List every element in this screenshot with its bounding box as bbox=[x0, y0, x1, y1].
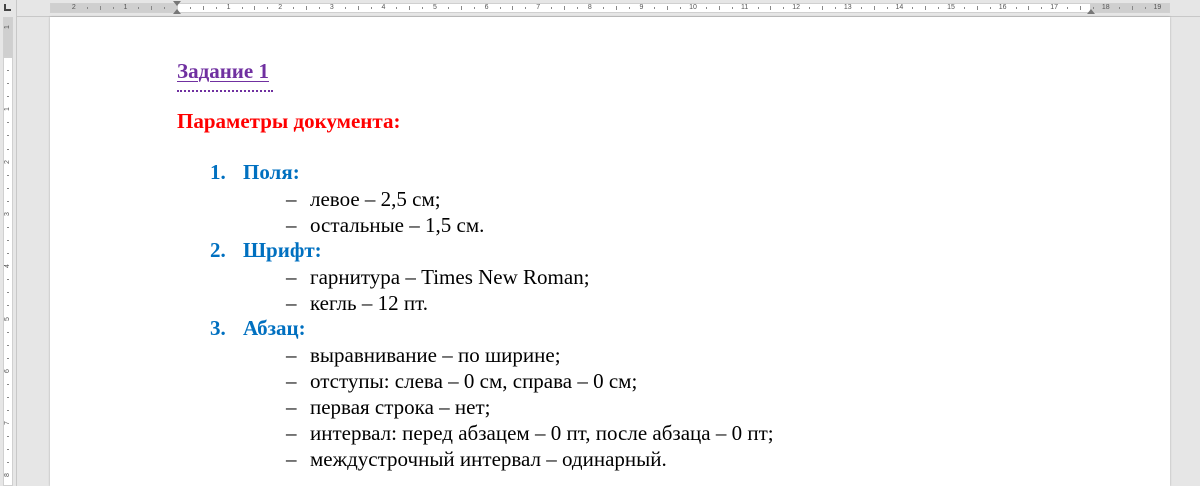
vruler-number: 4 bbox=[4, 264, 11, 269]
vruler-number: 3 bbox=[4, 211, 11, 216]
list-item-text: междустрочный интервал – одинарный. bbox=[310, 447, 667, 471]
ruler-tick bbox=[564, 6, 565, 10]
ruler-tick bbox=[319, 7, 320, 9]
section-heading-paragraph bbox=[210, 316, 306, 341]
ruler-tick bbox=[345, 7, 346, 9]
vruler-number: 6 bbox=[4, 368, 11, 373]
ruler-tick bbox=[770, 6, 771, 10]
ruler-tick bbox=[977, 6, 978, 10]
list-item-text: интервал: перед абзацем – 0 пт, после абзаца – 0 пт; bbox=[310, 421, 774, 445]
ruler-tick bbox=[164, 7, 165, 9]
ruler-tick bbox=[151, 6, 152, 10]
left-tab-icon bbox=[4, 4, 11, 11]
ruler-tick bbox=[254, 6, 255, 10]
section-number: 1. bbox=[210, 160, 226, 184]
first-line-indent-marker[interactable] bbox=[173, 1, 181, 6]
ruler-tick bbox=[358, 6, 359, 10]
ruler-number: 14 bbox=[895, 4, 904, 11]
vruler-tick bbox=[7, 122, 9, 123]
ruler-tick bbox=[512, 6, 513, 10]
ruler-tick bbox=[990, 7, 991, 9]
list-item-text: отступы: слева – 0 см, справа – 0 см; bbox=[310, 369, 638, 393]
ruler-tick bbox=[87, 7, 88, 9]
ruler-tick bbox=[1145, 7, 1146, 9]
ruler-tick bbox=[551, 7, 552, 9]
ruler-tick bbox=[371, 7, 372, 9]
vruler-tick bbox=[7, 227, 9, 228]
vruler-tick bbox=[7, 188, 9, 189]
document-title: Задание 1 bbox=[177, 59, 269, 83]
ruler-number: 19 bbox=[1153, 4, 1162, 11]
ruler-number: 2 bbox=[71, 4, 76, 11]
ruler-number: 6 bbox=[484, 4, 489, 11]
vruler-tick bbox=[7, 279, 9, 280]
ruler-tick bbox=[242, 7, 243, 9]
vruler-tick bbox=[7, 96, 9, 97]
ruler-tick bbox=[306, 6, 307, 10]
list-item-text: остальные – 1,5 см. bbox=[310, 213, 485, 237]
list-item-text: левое – 2,5 см; bbox=[310, 187, 441, 211]
ruler-tick bbox=[1016, 7, 1017, 9]
ruler-tick bbox=[964, 7, 965, 9]
ruler-number: 2 bbox=[278, 4, 283, 11]
ruler-tick bbox=[706, 7, 707, 9]
vruler-tick bbox=[7, 292, 9, 293]
ruler-tick bbox=[1041, 7, 1042, 9]
right-indent-marker[interactable] bbox=[1087, 9, 1095, 14]
document-page[interactable] bbox=[50, 17, 1170, 486]
ruler-tick bbox=[461, 6, 462, 10]
vruler-tick bbox=[7, 253, 9, 254]
ruler-number: 4 bbox=[381, 4, 386, 11]
bullet-dash: – bbox=[286, 395, 297, 419]
ruler-tick bbox=[216, 7, 217, 9]
ruler-number: 18 bbox=[1101, 4, 1110, 11]
section-heading-font bbox=[210, 238, 322, 263]
vruler-tick bbox=[7, 397, 9, 398]
list-item-text: гарнитура – Times New Roman; bbox=[310, 265, 590, 289]
vruler-tick bbox=[7, 410, 9, 411]
bullet-dash: – bbox=[286, 187, 297, 211]
bullet-dash: – bbox=[286, 447, 297, 471]
ruler-tick bbox=[629, 7, 630, 9]
ruler-tick bbox=[809, 7, 810, 9]
vruler-number: 5 bbox=[4, 316, 11, 321]
ruler-tick bbox=[1080, 6, 1081, 10]
section-title: Шрифт: bbox=[243, 238, 322, 262]
list-item-text: первая строка – нет; bbox=[310, 395, 491, 419]
bullet-dash: – bbox=[286, 343, 297, 367]
ruler-tick bbox=[1067, 7, 1068, 9]
ruler-number: 15 bbox=[947, 4, 955, 11]
ruler-tick bbox=[925, 6, 926, 10]
list-item-text: выравнивание – по ширине; bbox=[310, 343, 561, 367]
ruler-tick bbox=[938, 7, 939, 9]
ruler-tick bbox=[912, 7, 913, 9]
ruler-tick bbox=[203, 6, 204, 10]
vruler-tick bbox=[7, 135, 9, 136]
ruler-tick bbox=[667, 6, 668, 10]
section-number: 2. bbox=[210, 238, 226, 262]
ruler-tick bbox=[654, 7, 655, 9]
ruler-tick bbox=[293, 7, 294, 9]
ruler-tick bbox=[113, 7, 114, 9]
section-title: Поля: bbox=[243, 160, 300, 184]
hanging-indent-marker[interactable] bbox=[173, 9, 181, 14]
vruler-tick bbox=[7, 305, 9, 306]
ruler-tick bbox=[448, 7, 449, 9]
ruler-tick bbox=[409, 6, 410, 10]
vruler-tick bbox=[7, 240, 9, 241]
ruler-number: 13 bbox=[843, 4, 852, 11]
ruler-tick bbox=[1119, 7, 1120, 9]
ruler-tick bbox=[874, 6, 875, 10]
list-item-text: кегль – 12 пт. bbox=[310, 291, 428, 315]
ruler-tick bbox=[861, 7, 862, 9]
bullet-dash: – bbox=[286, 291, 297, 315]
ruler-tick bbox=[835, 7, 836, 9]
ruler-number: 10 bbox=[689, 4, 697, 11]
vruler-tick bbox=[7, 436, 9, 437]
vruler-number: 2 bbox=[4, 159, 11, 164]
vruler-tick bbox=[7, 332, 9, 333]
ruler-number: 12 bbox=[792, 4, 801, 11]
ruler-number: 1 bbox=[226, 4, 231, 11]
ruler-tick bbox=[267, 7, 268, 9]
ruler-tick bbox=[1028, 6, 1029, 10]
ruler-tick bbox=[474, 7, 475, 9]
section-number: 3. bbox=[210, 316, 226, 340]
ruler-tick bbox=[680, 7, 681, 9]
ruler-number: 7 bbox=[536, 4, 541, 11]
ruler-tick bbox=[100, 6, 101, 10]
vruler-tick bbox=[7, 70, 9, 71]
bullet-dash: – bbox=[286, 265, 297, 289]
ruler-tick bbox=[783, 7, 784, 9]
ruler-number: 17 bbox=[1050, 4, 1059, 11]
ruler-tick bbox=[887, 7, 888, 9]
bullet-dash: – bbox=[286, 369, 297, 393]
bullet-dash: – bbox=[286, 213, 297, 237]
ruler-number: 16 bbox=[998, 4, 1007, 11]
ruler-tick bbox=[525, 7, 526, 9]
tab-selector[interactable] bbox=[0, 0, 17, 17]
ruler-tick bbox=[190, 7, 191, 9]
ruler-tick bbox=[577, 7, 578, 9]
ruler-tick bbox=[616, 6, 617, 10]
vruler-tick bbox=[7, 384, 9, 385]
vruler-tick bbox=[7, 149, 9, 150]
vruler-tick bbox=[7, 83, 9, 84]
ruler-tick bbox=[603, 7, 604, 9]
ruler-tick bbox=[138, 7, 139, 9]
vertical-ruler[interactable] bbox=[0, 17, 17, 486]
vruler-tick bbox=[7, 345, 9, 346]
ruler-tick bbox=[758, 7, 759, 9]
horizontal-ruler[interactable] bbox=[0, 0, 1200, 17]
spellcheck-underline bbox=[177, 88, 273, 92]
vruler-tick bbox=[7, 449, 9, 450]
section-heading-fields bbox=[210, 160, 300, 185]
ruler-number: 3 bbox=[329, 4, 334, 11]
vruler-tick bbox=[7, 462, 9, 463]
bullet-dash: – bbox=[286, 421, 297, 445]
vruler-number: 1 bbox=[4, 25, 11, 29]
vruler-tick bbox=[7, 201, 9, 202]
vruler-tick bbox=[7, 175, 9, 176]
ruler-tick bbox=[500, 7, 501, 9]
vruler-number: 8 bbox=[4, 473, 11, 478]
ruler-number: 1 bbox=[123, 4, 128, 11]
ruler-number: 5 bbox=[433, 4, 437, 11]
vruler-number: 7 bbox=[4, 421, 11, 426]
document-subtitle: Параметры документа: bbox=[177, 109, 401, 133]
ruler-tick bbox=[422, 7, 423, 9]
ruler-tick bbox=[396, 7, 397, 9]
ruler-tick bbox=[719, 6, 720, 10]
ruler-tick bbox=[1132, 6, 1133, 10]
ruler-left-margin bbox=[50, 3, 177, 13]
vruler-tick bbox=[7, 358, 9, 359]
ruler-tick bbox=[732, 7, 733, 9]
vruler-number: 1 bbox=[4, 107, 11, 112]
ruler-tick bbox=[822, 6, 823, 10]
ruler-number: 9 bbox=[639, 4, 644, 11]
section-title: Абзац: bbox=[243, 316, 306, 340]
ruler-number: 8 bbox=[587, 4, 592, 11]
ruler-number: 11 bbox=[740, 4, 749, 11]
